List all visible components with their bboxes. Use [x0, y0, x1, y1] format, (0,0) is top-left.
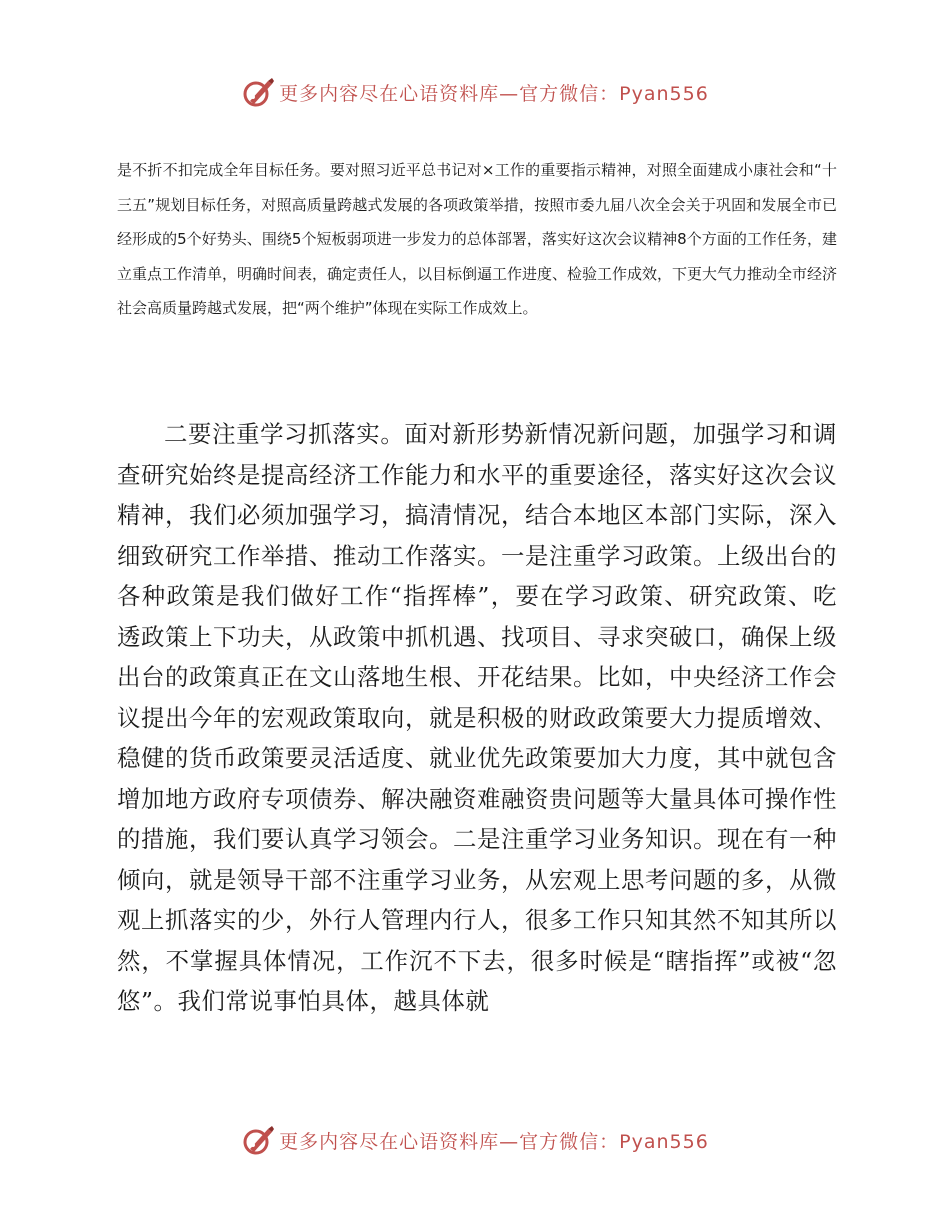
watermark-text: 更多内容尽在心语资料库—官方微信：Pyan556 — [279, 1130, 709, 1153]
main-paragraph: 二要注重学习抓落实。面对新形势新情况新问题，加强学习和调查研究始终是提高经济工作能力和水平的重要途径，落实好这次会议精神，我们必须加强学习，搞清情况，结合本地区本部门实际，深入细致研究工作举措、推动工作落实。一是注重学习政策。上级出台的各种政策是我们做好工作“指挥棒”，要在学习政策、研究政策、吃透政策上下功夫，从政策中抓机遇、找项目、寻求突破口，确保上级出台的政策真正在文山落地生根、开花结果。比如，中央经济工作会议提出今年的宏观政策取向，就是积极的财政政策要大力提质增效、稳健的货币政策要灵活适度、就业优先政策要加大力度，其中就包含增加地方政府专项债券、解决融资难融资贵问题等大量具体可操作性的措施，我们要认真学习领会。二是注重学习业务知识。现在有一种倾向，就是领导干部不注重学习业务，从宏观上思考问题的多，从微观上抓落实的少，外行人管理内行人，很多工作只知其然不知其所以然，不掌握具体情况，工作沉不下去，很多时候是“瞎指挥”或被“忽悠”。我们常说事怕具体，越具体就 — [117, 420, 837, 1015]
pen-logo-icon — [241, 75, 275, 109]
header-watermark — [0, 72, 950, 112]
pen-logo-icon — [241, 1123, 275, 1157]
footer-watermark — [0, 1120, 950, 1160]
continuation-paragraph: 是不折不扣完成全年目标任务。要对照习近平总书记对×工作的重要指示精神，对照全面建成小康社会和“十三五”规划目标任务，对照高质量跨越式发展的各项政策举措，按照市委九届八次全会关于巩固和发展全市已经形成的5个好势头、围绕5个短板弱项进一步发力的总体部署，落实好这次会议精神8个方面的工作任务，建立重点工作清单，明确时间表，确定责任人，以目标倒逼工作进度、检验工作成效，下更大气力推动全市经济社会高质量跨越式发展，把“两个维护”体现在实际工作成效上。 — [117, 161, 838, 318]
watermark-text: 更多内容尽在心语资料库—官方微信：Pyan556 — [279, 82, 709, 105]
